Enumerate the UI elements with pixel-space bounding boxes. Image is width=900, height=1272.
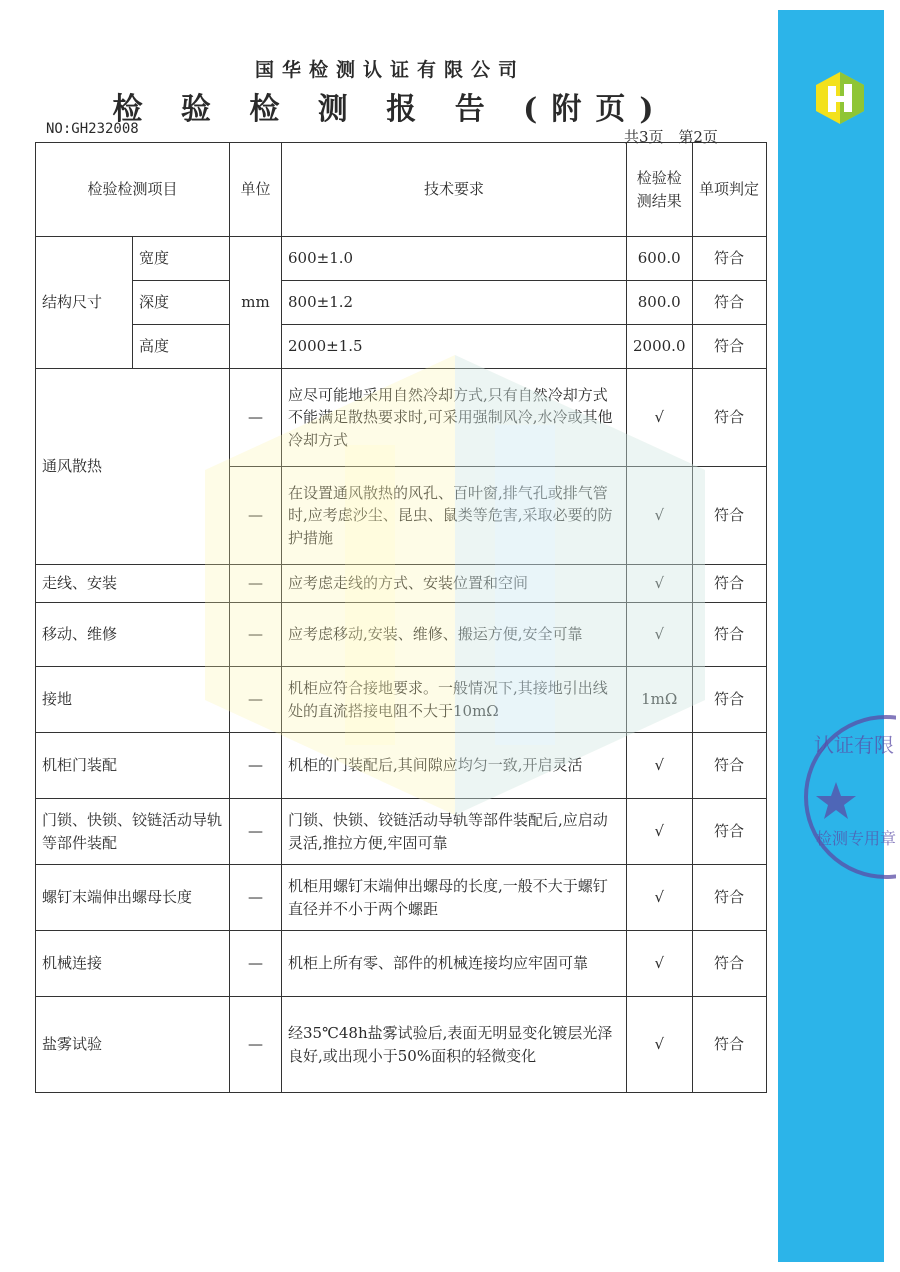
verdict-cell: 符合: [692, 565, 766, 603]
unit-cell: —: [230, 931, 282, 997]
unit-cell: —: [230, 603, 282, 667]
requirement-cell: 经35℃48h盐雾试验后,表面无明显变化镀层光泽良好,或出现小于50%面积的轻微变化: [282, 997, 627, 1093]
table-row: [36, 799, 767, 865]
verdict-cell: 符合: [692, 667, 766, 733]
total-pages: 共3页: [624, 128, 664, 146]
stamp-text-bottom: 检测专用章: [816, 829, 896, 848]
item-name: 盐雾试验: [36, 997, 230, 1093]
table-row: [36, 369, 767, 467]
unit-cell: —: [230, 733, 282, 799]
table-row: [36, 281, 767, 325]
unit-cell: mm: [230, 237, 282, 369]
result-cell: 800.0: [627, 281, 693, 325]
requirement-cell: 机柜应符合接地要求。一般情况下,其接地引出线处的直流搭接电阻不大于10mΩ: [282, 667, 627, 733]
result-cell: 600.0: [627, 237, 693, 281]
table-row: [36, 997, 767, 1093]
report-number: NO:GH232008: [46, 121, 139, 137]
side-color-band: [778, 10, 884, 1262]
result-cell: √: [627, 565, 693, 603]
verdict-cell: 符合: [692, 733, 766, 799]
result-cell: √: [627, 733, 693, 799]
company-logo: [812, 70, 868, 126]
verdict-cell: 符合: [692, 237, 766, 281]
result-cell: √: [627, 369, 693, 467]
unit-cell: —: [230, 799, 282, 865]
unit-cell: —: [230, 369, 282, 467]
requirement-cell: 机柜上所有零、部件的机械连接均应牢固可靠: [282, 931, 627, 997]
table-row: [36, 931, 767, 997]
requirement-cell: 应考虑移动,安装、维修、搬运方便,安全可靠: [282, 603, 627, 667]
result-cell: √: [627, 799, 693, 865]
current-page: 第2页: [678, 128, 718, 146]
table-row: [36, 733, 767, 799]
sub-item: 深度: [133, 281, 230, 325]
requirement-cell: 应尽可能地采用自然冷却方式,只有自然冷却方式不能满足散热要求时,可采用强制风冷,水冷或其他冷却方式: [282, 369, 627, 467]
header-verdict: 单项判定: [692, 143, 766, 237]
item-name: 螺钉末端伸出螺母长度: [36, 865, 230, 931]
table-row: [36, 603, 767, 667]
sub-item: 宽度: [133, 237, 230, 281]
unit-cell: —: [230, 997, 282, 1093]
table-row: [36, 667, 767, 733]
header-item: 检验检测项目: [36, 143, 230, 237]
sub-item: 高度: [133, 325, 230, 369]
result-cell: √: [627, 603, 693, 667]
item-name: 机械连接: [36, 931, 230, 997]
requirement-cell: 机柜用螺钉末端伸出螺母的长度,一般不大于螺钉直径并不小于两个螺距: [282, 865, 627, 931]
requirement-cell: 600±1.0: [282, 237, 627, 281]
verdict-cell: 符合: [692, 369, 766, 467]
item-name: 机柜门装配: [36, 733, 230, 799]
table-header-row: [36, 143, 767, 237]
requirement-cell: 2000±1.5: [282, 325, 627, 369]
verdict-cell: 符合: [692, 997, 766, 1093]
verdict-cell: 符合: [692, 325, 766, 369]
table-row: [36, 865, 767, 931]
result-cell: √: [627, 931, 693, 997]
verdict-cell: 符合: [692, 281, 766, 325]
header-requirement: 技术要求: [282, 143, 627, 237]
stamp-text-top: 认证有限: [814, 733, 894, 757]
item-name: 门锁、快锁、铰链活动导轨等部件装配: [36, 799, 230, 865]
requirement-cell: 在设置通风散热的风孔、百叶窗,排气孔或排气管时,应考虑沙尘、昆虫、鼠类等危害,采取必要的防护措施: [282, 467, 627, 565]
item-name: 走线、安装: [36, 565, 230, 603]
requirement-cell: 机柜的门装配后,其间隙应均匀一致,开启灵活: [282, 733, 627, 799]
inspection-table: [35, 142, 767, 1093]
table-row: [36, 325, 767, 369]
item-name: 结构尺寸: [36, 237, 133, 369]
verdict-cell: 符合: [692, 799, 766, 865]
company-name: 国华检测认证有限公司: [254, 59, 525, 81]
item-name: 通风散热: [36, 369, 230, 565]
report-title: 检 验 检 测 报 告 (附页): [112, 92, 668, 127]
unit-cell: —: [230, 467, 282, 565]
official-stamp: [796, 712, 896, 882]
header-unit: 单位: [230, 143, 282, 237]
unit-cell: —: [230, 865, 282, 931]
requirement-cell: 应考虑走线的方式、安装位置和空间: [282, 565, 627, 603]
verdict-cell: 符合: [692, 467, 766, 565]
verdict-cell: 符合: [692, 603, 766, 667]
item-name: 接地: [36, 667, 230, 733]
table-row: [36, 237, 767, 281]
result-cell: √: [627, 865, 693, 931]
result-cell: 1mΩ: [627, 667, 693, 733]
result-cell: 2000.0: [627, 325, 693, 369]
requirement-cell: 800±1.2: [282, 281, 627, 325]
result-cell: √: [627, 997, 693, 1093]
unit-cell: —: [230, 565, 282, 603]
requirement-cell: 门锁、快锁、铰链活动导轨等部件装配后,应启动灵活,推拉方便,牢固可靠: [282, 799, 627, 865]
result-cell: √: [627, 467, 693, 565]
unit-cell: —: [230, 667, 282, 733]
table-row: [36, 565, 767, 603]
verdict-cell: 符合: [692, 865, 766, 931]
header-result: 检验检测结果: [627, 143, 693, 237]
item-name: 移动、维修: [36, 603, 230, 667]
verdict-cell: 符合: [692, 931, 766, 997]
